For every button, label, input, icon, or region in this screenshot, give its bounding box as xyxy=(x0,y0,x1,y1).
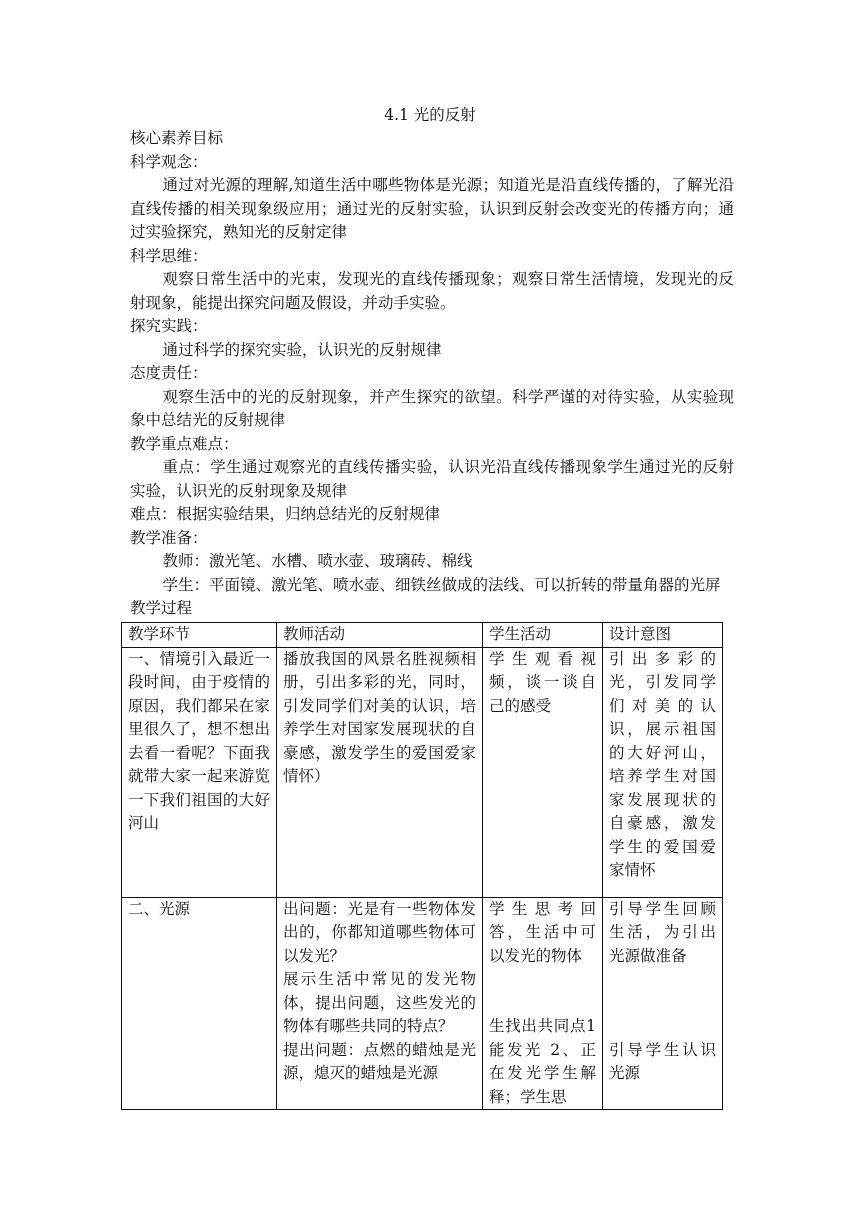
cell-text: 生找出共同点1能发光 2、正在发光学生解释；学生思 xyxy=(489,1017,596,1106)
section-heading: 科学观念： xyxy=(130,152,208,171)
stage-cell: 一、情境引入最近一段时间，由于疫情的原因，我们都呆在家里很久了，想不想出去看一看呢？下面我就带大家一起来游览一下我们祖国的大好河山 xyxy=(122,647,277,897)
table-row xyxy=(122,897,723,1110)
header-cell: 教学环节 xyxy=(122,623,277,648)
cell-text: 学生观看视频，谈一谈自己的感受 xyxy=(489,649,596,715)
section-heading: 教学重点难点： xyxy=(130,434,239,453)
section-heading: 探究实践： xyxy=(130,317,208,335)
student-activity-cell xyxy=(483,897,603,1110)
paragraph: 通过科学的探究实验，认识光的反射规律 xyxy=(162,340,442,359)
header-cell: 教师活动 xyxy=(277,623,483,648)
teacher-activity-cell xyxy=(277,647,483,897)
paragraph: 难点：根据实验结果，归纳总结光的反射规律 xyxy=(130,505,441,523)
paragraph: 重点：学生通过观察光的直线传播实验，认识光沿直线传播现象学生通过光的反射实验，认识光的反射现象及规律 xyxy=(130,458,734,500)
header-cell: 学生活动 xyxy=(483,623,603,648)
cell-text: 提出问题：点燃的蜡烛是光源，熄灭的蜡烛是光源 xyxy=(283,1040,476,1082)
paragraph: 学生：平面镜、激光笔、喷水壶、细铁丝做成的法线、可以折转的带量角器的光屏 xyxy=(162,575,721,594)
table-row xyxy=(122,647,723,897)
paragraph: 教师：激光笔、水槽、喷水壶、玻璃砖、棉线 xyxy=(162,552,473,570)
section-heading: 教学准备： xyxy=(130,528,208,547)
paragraph: 观察日常生活中的光束，发现光的直线传播现象；观察日常生活情境，发现光的反射现象，能提出探究问题及假设，并动手实验。 xyxy=(130,270,734,312)
table-header-row xyxy=(122,623,723,648)
lesson-process-table xyxy=(121,622,723,1110)
header-cell: 设计意图 xyxy=(603,623,723,648)
cell-text: 引导学生回顾生活，为引出光源做准备 xyxy=(609,899,716,965)
section-heading: 态度责任： xyxy=(130,364,208,382)
stage-cell: 二、光源 xyxy=(122,897,277,1110)
page-title: 4.1 光的反射 xyxy=(384,106,476,124)
cell-text: 引出多彩的光，引发同学们对美的认识，展示祖国的大好河山，培养学生对国家发展现状的自豪感，激发学生的爱国爱家情怀 xyxy=(609,649,716,879)
section-heading: 教学过程 xyxy=(130,599,193,617)
spacer xyxy=(609,1015,716,1039)
teacher-activity-cell xyxy=(277,897,483,1110)
student-activity-cell xyxy=(483,647,603,897)
design-intent-cell xyxy=(603,647,723,897)
cell-text: 学生思考回答，生活中可以发光的物体 xyxy=(489,899,596,965)
cell-text: 引导学生认识光源 xyxy=(609,1040,716,1082)
section-heading: 科学思维： xyxy=(130,246,208,265)
section-heading: 核心素养目标 xyxy=(130,129,224,147)
paragraph: 观察生活中的光的反射现象，并产生探究的欲望。科学严谨的对待实验，从实验现象中总结光的反射规律 xyxy=(130,387,734,429)
cell-text: 出问题：光是有一些物体发出的，你都知道哪些物体可以发光？ xyxy=(283,899,476,965)
document-body xyxy=(130,127,734,621)
paragraph: 通过对光源的理解,知道生活中哪些物体是光源；知道光是沿直线传播的，了解光沿直线传播的相关现象级应用；通过光的反射实验，认识到反射会改变光的传播方向；通过实验探究，熟知光的反射定律 xyxy=(130,176,734,241)
spacer xyxy=(489,968,596,1015)
cell-text: 展示生活中常见的发光物体，提出问题，这些发光的物体有哪些共同的特点？ xyxy=(283,970,476,1035)
design-intent-cell xyxy=(603,897,723,1110)
spacer xyxy=(609,968,716,1015)
cell-text: 播放我国的风景名胜视频相册，引出多彩的光，同时，引发同学们对美的认识，培养学生对国家发展现状的自豪感，激发学生的爱国爱家情怀） xyxy=(283,649,476,785)
